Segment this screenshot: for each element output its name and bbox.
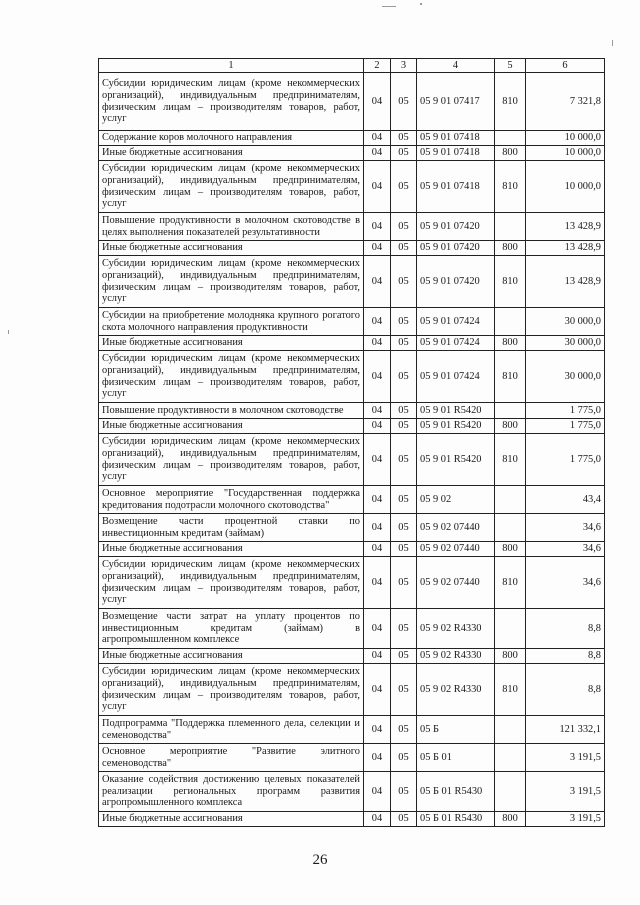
- target-article-code: 05 Б: [417, 716, 495, 744]
- amount: 10 000,0: [526, 161, 605, 213]
- expense-type-code: [495, 131, 526, 146]
- target-article-code: 05 9 02 R4330: [417, 649, 495, 664]
- scan-artifact: [382, 6, 396, 7]
- expense-type-code: [495, 744, 526, 772]
- item-name: Иные бюджетные ассигнования: [99, 812, 364, 827]
- expense-type-code: [495, 772, 526, 812]
- header-cell: 5: [495, 59, 526, 73]
- subsection-code: 05: [391, 213, 417, 241]
- table-row: [99, 419, 605, 434]
- subsection-code: 05: [391, 514, 417, 542]
- target-article-code: 05 9 01 07424: [417, 336, 495, 351]
- amount: 8,8: [526, 664, 605, 716]
- subsection-code: 05: [391, 649, 417, 664]
- target-article-code: 05 9 01 07417: [417, 73, 495, 131]
- target-article-code: 05 9 02 07440: [417, 557, 495, 609]
- target-article-code: 05 9 02 R4330: [417, 664, 495, 716]
- header-cell: 3: [391, 59, 417, 73]
- section-code: 04: [364, 514, 391, 542]
- expense-type-code: 810: [495, 434, 526, 486]
- table-row: [99, 161, 605, 213]
- subsection-code: 05: [391, 744, 417, 772]
- subsection-code: 05: [391, 351, 417, 403]
- table-row: [99, 744, 605, 772]
- section-code: 04: [364, 649, 391, 664]
- target-article-code: 05 9 01 07420: [417, 256, 495, 308]
- table-row: [99, 146, 605, 161]
- target-article-code: 05 9 01 07418: [417, 131, 495, 146]
- target-article-code: 05 9 01 R5420: [417, 419, 495, 434]
- target-article-code: 05 9 02 07440: [417, 542, 495, 557]
- subsection-code: 05: [391, 486, 417, 514]
- target-article-code: 05 9 02 07440: [417, 514, 495, 542]
- section-code: 04: [364, 73, 391, 131]
- target-article-code: 05 9 01 07420: [417, 213, 495, 241]
- section-code: 04: [364, 146, 391, 161]
- expense-type-code: 800: [495, 812, 526, 827]
- table-row: [99, 131, 605, 146]
- item-name: Иные бюджетные ассигнования: [99, 146, 364, 161]
- amount: 8,8: [526, 649, 605, 664]
- target-article-code: 05 Б 01 R5430: [417, 812, 495, 827]
- subsection-code: 05: [391, 664, 417, 716]
- expense-type-code: [495, 514, 526, 542]
- item-name: Подпрограмма "Поддержка племенного дела, селекции и семеноводства": [99, 716, 364, 744]
- section-code: 04: [364, 609, 391, 649]
- target-article-code: 05 9 01 07418: [417, 146, 495, 161]
- header-cell: 1: [99, 59, 364, 73]
- expense-type-code: 810: [495, 351, 526, 403]
- section-code: 04: [364, 241, 391, 256]
- section-code: 04: [364, 812, 391, 827]
- expense-type-code: [495, 308, 526, 336]
- expense-type-code: 800: [495, 336, 526, 351]
- header-cell: 2: [364, 59, 391, 73]
- amount: 1 775,0: [526, 403, 605, 419]
- section-code: 04: [364, 772, 391, 812]
- subsection-code: 05: [391, 336, 417, 351]
- amount: 121 332,1: [526, 716, 605, 744]
- page-number: 26: [312, 852, 328, 868]
- item-name: Основное мероприятие "Развитие элитного семеноводства": [99, 744, 364, 772]
- item-name: Основное мероприятие "Государственная поддержка кредитования подотрасли молочного скотоводства": [99, 486, 364, 514]
- section-code: 04: [364, 744, 391, 772]
- section-code: 04: [364, 403, 391, 419]
- table-row: [99, 812, 605, 827]
- section-code: 04: [364, 419, 391, 434]
- amount: 10 000,0: [526, 146, 605, 161]
- item-name: Субсидии юридическим лицам (кроме некоммерческих организаций), индивидуальным предпринимателям, физическим лицам – производителям товаров, работ, услуг: [99, 664, 364, 716]
- target-article-code: 05 9 01 R5420: [417, 434, 495, 486]
- amount: 7 321,8: [526, 73, 605, 131]
- amount: 1 775,0: [526, 419, 605, 434]
- subsection-code: 05: [391, 403, 417, 419]
- target-article-code: 05 9 01 07424: [417, 351, 495, 403]
- item-name: Оказание содействия достижению целевых показателей реализации региональных программ развития агропромышленного комплекса: [99, 772, 364, 812]
- section-code: 04: [364, 664, 391, 716]
- header-cell: 4: [417, 59, 495, 73]
- expense-type-code: [495, 716, 526, 744]
- item-name: Субсидии юридическим лицам (кроме некоммерческих организаций), индивидуальным предпринимателям, физическим лицам – производителям товаров, работ, услуг: [99, 351, 364, 403]
- section-code: 04: [364, 213, 391, 241]
- table-row: [99, 772, 605, 812]
- item-name: Возмещение части затрат на уплату процентов по инвестиционным кредитам (займам) в агропромышленном комплексе: [99, 609, 364, 649]
- item-name: Повышение продуктивности в молочном скотоводстве: [99, 403, 364, 419]
- item-name: Субсидии юридическим лицам (кроме некоммерческих организаций), индивидуальным предпринимателям, физическим лицам – производителям товаров, работ, услуг: [99, 73, 364, 131]
- subsection-code: 05: [391, 434, 417, 486]
- amount: 1 775,0: [526, 434, 605, 486]
- amount: 30 000,0: [526, 336, 605, 351]
- amount: 3 191,5: [526, 744, 605, 772]
- amount: 30 000,0: [526, 351, 605, 403]
- table-row: [99, 486, 605, 514]
- item-name: Субсидии юридическим лицам (кроме некоммерческих организаций), индивидуальным предпринимателям, физическим лицам – производителям товаров, работ, услуг: [99, 161, 364, 213]
- subsection-code: 05: [391, 256, 417, 308]
- section-code: 04: [364, 716, 391, 744]
- item-name: Субсидии юридическим лицам (кроме некоммерческих организаций), индивидуальным предпринимателям, физическим лицам – производителям товаров, работ, услуг: [99, 434, 364, 486]
- item-name: Субсидии юридическим лицам (кроме некоммерческих организаций), индивидуальным предпринимателям, физическим лицам – производителям товаров, работ, услуг: [99, 256, 364, 308]
- subsection-code: 05: [391, 73, 417, 131]
- table-row: [99, 542, 605, 557]
- amount: 34,6: [526, 542, 605, 557]
- table-row: [99, 213, 605, 241]
- table-row: [99, 403, 605, 419]
- expense-type-code: 800: [495, 542, 526, 557]
- amount: 30 000,0: [526, 308, 605, 336]
- section-code: 04: [364, 336, 391, 351]
- expense-type-code: [495, 486, 526, 514]
- section-code: 04: [364, 557, 391, 609]
- table-row: [99, 308, 605, 336]
- item-name: Повышение продуктивности в молочном скотоводстве в целях выполнения показателей результативности: [99, 213, 364, 241]
- target-article-code: 05 Б 01 R5430: [417, 772, 495, 812]
- table-row: [99, 514, 605, 542]
- target-article-code: 05 9 01 07420: [417, 241, 495, 256]
- table-row: [99, 716, 605, 744]
- subsection-code: 05: [391, 146, 417, 161]
- amount: 43,4: [526, 486, 605, 514]
- table-row: [99, 241, 605, 256]
- expense-type-code: 800: [495, 419, 526, 434]
- section-code: 04: [364, 131, 391, 146]
- table-row: [99, 336, 605, 351]
- expense-type-code: [495, 403, 526, 419]
- item-name: Субсидии на приобретение молодняка крупного рогатого скота молочного направления продуктивности: [99, 308, 364, 336]
- subsection-code: 05: [391, 419, 417, 434]
- expense-type-code: 810: [495, 664, 526, 716]
- amount: 13 428,9: [526, 256, 605, 308]
- table-row: [99, 351, 605, 403]
- amount: 34,6: [526, 514, 605, 542]
- item-name: Иные бюджетные ассигнования: [99, 649, 364, 664]
- amount: 3 191,5: [526, 812, 605, 827]
- subsection-code: 05: [391, 542, 417, 557]
- scan-artifact: [420, 3, 422, 5]
- scan-artifact: [8, 330, 9, 334]
- table-row: [99, 434, 605, 486]
- item-name: Иные бюджетные ассигнования: [99, 542, 364, 557]
- target-article-code: 05 Б 01: [417, 744, 495, 772]
- target-article-code: 05 9 01 R5420: [417, 403, 495, 419]
- amount: 10 000,0: [526, 131, 605, 146]
- subsection-code: 05: [391, 609, 417, 649]
- scan-artifact: [612, 40, 613, 46]
- subsection-code: 05: [391, 812, 417, 827]
- amount: 34,6: [526, 557, 605, 609]
- expense-type-code: 800: [495, 241, 526, 256]
- expense-type-code: 810: [495, 557, 526, 609]
- section-code: 04: [364, 161, 391, 213]
- target-article-code: 05 9 02 R4330: [417, 609, 495, 649]
- expense-type-code: 800: [495, 649, 526, 664]
- table-row: [99, 609, 605, 649]
- amount: 8,8: [526, 609, 605, 649]
- expense-type-code: [495, 609, 526, 649]
- expense-type-code: 810: [495, 161, 526, 213]
- table-row: [99, 664, 605, 716]
- item-name: Иные бюджетные ассигнования: [99, 336, 364, 351]
- subsection-code: 05: [391, 161, 417, 213]
- item-name: Содержание коров молочного направления: [99, 131, 364, 146]
- item-name: Возмещение части процентной ставки по инвестиционным кредитам (займам): [99, 514, 364, 542]
- subsection-code: 05: [391, 131, 417, 146]
- target-article-code: 05 9 01 07424: [417, 308, 495, 336]
- subsection-code: 05: [391, 557, 417, 609]
- header-cell: 6: [526, 59, 605, 73]
- section-code: 04: [364, 486, 391, 514]
- expense-type-code: [495, 213, 526, 241]
- item-name: Иные бюджетные ассигнования: [99, 419, 364, 434]
- subsection-code: 05: [391, 308, 417, 336]
- expense-type-code: 810: [495, 73, 526, 131]
- subsection-code: 05: [391, 716, 417, 744]
- subsection-code: 05: [391, 241, 417, 256]
- section-code: 04: [364, 434, 391, 486]
- amount: 3 191,5: [526, 772, 605, 812]
- subsection-code: 05: [391, 772, 417, 812]
- table-row: [99, 256, 605, 308]
- table-row: [99, 649, 605, 664]
- table-row: [99, 73, 605, 131]
- table-header-row: [99, 59, 605, 73]
- expense-type-code: 800: [495, 146, 526, 161]
- budget-table: [98, 58, 605, 827]
- item-name: Иные бюджетные ассигнования: [99, 241, 364, 256]
- expense-type-code: 810: [495, 256, 526, 308]
- target-article-code: 05 9 02: [417, 486, 495, 514]
- target-article-code: 05 9 01 07418: [417, 161, 495, 213]
- item-name: Субсидии юридическим лицам (кроме некоммерческих организаций), индивидуальным предпринимателям, физическим лицам – производителям товаров, работ, услуг: [99, 557, 364, 609]
- section-code: 04: [364, 351, 391, 403]
- table-row: [99, 557, 605, 609]
- section-code: 04: [364, 308, 391, 336]
- amount: 13 428,9: [526, 241, 605, 256]
- section-code: 04: [364, 256, 391, 308]
- section-code: 04: [364, 542, 391, 557]
- amount: 13 428,9: [526, 213, 605, 241]
